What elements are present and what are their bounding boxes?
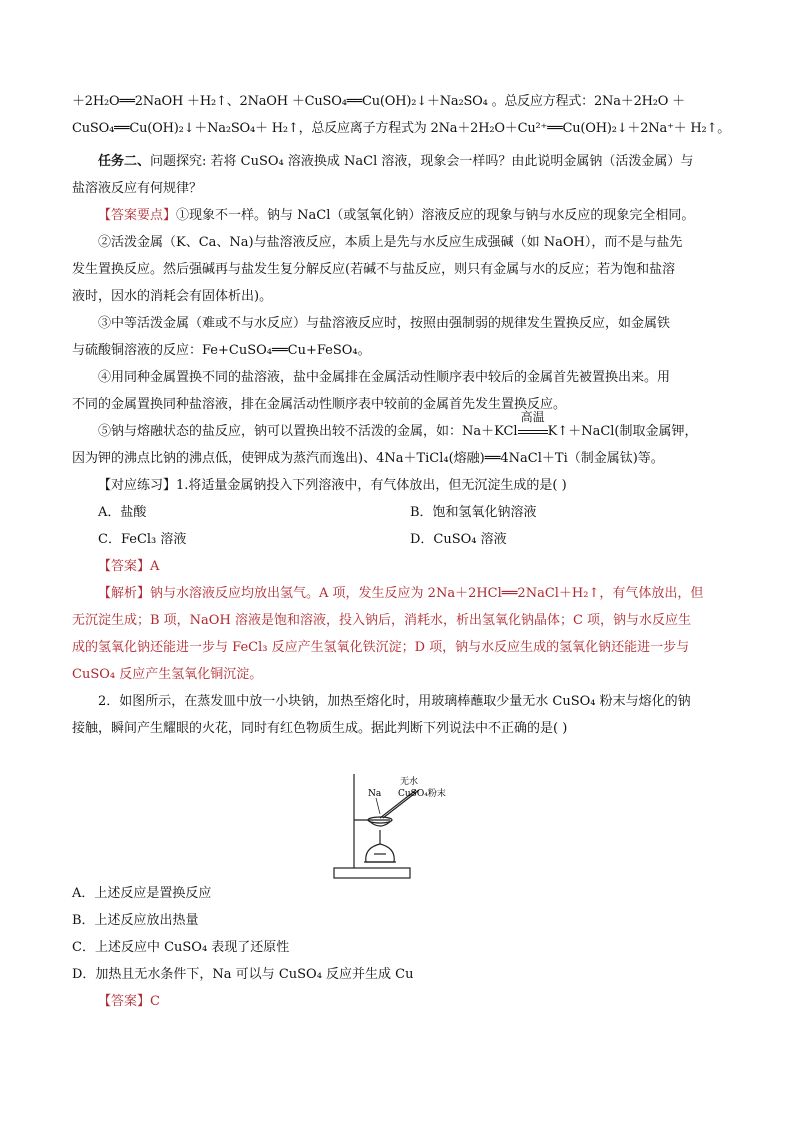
answer-point-5: ⑤钠与熔融状态的盐反应，钠可以置换出较不活泼的金属，如：Na＋KCl 高温 K↑＋NaCl(制取金属钾， [72,418,722,445]
task-question: 问题探究: 若将 CuSO₄ 溶液换成 NaCl 溶液，现象会一样吗？由此说明金属钠（活泼金属）与 [150,154,694,169]
answer-point-2: ②活泼金属（K、Ca、Na)与盐溶液反应，本质上是先与水反应生成强碱（如 NaOH），而不是与盐先 [98,235,683,250]
alcohol-lamp [366,844,394,862]
q1-answer: 【答案】A [98,559,160,574]
q1-option-c: C．FeCl₃ 溶液 [98,532,187,547]
practice-tag: 【对应练习】 [98,478,177,493]
q1-analysis-cont: 成的氢氧化钠还能进一步与 FeCl₃ 反应产生氢氧化铁沉淀；D 项，钠与水反应生成的氢氧化钠还能进一步与 [72,640,690,655]
answer-point-2-cont: 液时，因水的消耗会有固体析出)。 [72,289,273,304]
task-question-cont: 盐溶液反应有何规律？ [72,181,203,196]
answer-point-3: ③中等活泼金属（难或不与水反应）与盐溶液反应时，按照由强制弱的规律发生置换反应，如金属铁 [98,316,671,331]
q1-options-row [72,526,722,553]
q1-options-row [72,499,722,526]
q1-option-d: D．CuSO₄ 溶液 [410,532,507,547]
analysis-tag: 【解析】 [98,586,151,601]
answer-point-1: 【答案要点】①现象不一样。钠与 NaCl（或氢氧化钠）溶液反应的现象与钠与水反应的现象完全相同。 [98,208,695,223]
q1-analysis-cont: CuSO₄ 反应产生氢氧化铜沉淀。 [72,667,263,682]
q1-option-b: B．饱和氢氧化钠溶液 [410,505,537,520]
answer-key-tag: 【答案要点】 [98,208,177,223]
task-heading [72,148,722,175]
answer-point-5-cont: 因为钾的沸点比钠的沸点低，使钾成为蒸汽而逸出)、4Na＋TiCl₄(熔融)══4NaCl＋Ti（制金属钛)等。 [72,451,664,466]
equation-line: CuSO₄══Cu(OH)₂↓＋Na₂SO₄＋ H₂↑，总反应离子方程式为 2Na＋2H₂O＋Cu²⁺══Cu(OH)₂↓＋2Na⁺＋ H₂↑。 [72,121,731,136]
practice-question-2: 2．如图所示，在蒸发皿中放一小块钠，加热至熔化时，用玻璃棒蘸取少量无水 CuSO₄ 粉末与熔化的钠 [98,694,691,709]
practice-question-1: 【对应练习】1.将适量金属钠投入下列溶液中，有气体放出，但无沉淀生成的是( ) [98,478,567,493]
answer-point-4-cont: 不同的金属置换同种盐溶液，排在金属活动性顺序表中较前的金属首先发生置换反应。 [72,397,567,412]
reaction-condition: 高温 [518,418,548,445]
q2-option-c: C．上述反应中 CuSO₄ 表现了还原性 [72,940,290,955]
cuso4-powder-label: CuSO₄粉末 [398,789,446,799]
q2-options [72,880,722,1015]
q1-option-a: A．盐酸 [98,505,147,520]
answer-point-4: ④用同种金属置换不同的盐溶液，盐中金属排在金属活动性顺序表中较后的金属首先被置换出来。用 [98,370,671,385]
anhydrous-label: 无水 [400,777,419,787]
apparatus-figure [328,770,458,882]
answer-point-3-cont: 与硫酸铜溶液的反应：Fe+CuSO₄══Cu+FeSO₄。 [72,343,371,358]
q1-analysis-cont: 无沉淀生成；B 项，NaOH 溶液是饱和溶液，投入钠后，消耗水，析出氢氧化钠晶体；C 项，钠与水反应生 [72,613,692,628]
equation-line: ＋2H₂O══2NaOH ＋H₂↑、2NaOH ＋CuSO₄══Cu(OH)₂↓＋Na₂SO₄ 。总反应方程式：2Na＋2H₂O ＋ [72,94,685,109]
q2-option-b: B．上述反应放出热量 [72,913,199,928]
practice-question-2-cont: 接触，瞬间产生耀眼的火花，同时有红色物质生成。据此判断下列说法中不正确的是( ) [72,721,568,736]
task-label: 任务二、 [98,154,151,169]
q2-option-d: D．加热且无水条件下，Na 可以与 CuSO₄ 反应并生成 Cu [72,967,414,982]
q2-answer: 【答案】C [98,994,160,1009]
q2-option-a: A．上述反应是置换反应 [72,886,212,901]
stand-base [334,868,410,878]
answer-point-2-cont: 发生置换反应。然后强碱再与盐发生复分解反应(若碱不与盐反应，则只有金属与水的反应；若为饱和盐溶 [72,262,676,277]
document-page [72,88,731,742]
q1-analysis: 【解析】钠与水溶液反应均放出氢气。A 项，发生反应为 2Na＋2HCl══2NaCl＋H₂↑，有气体放出，但 [98,586,704,601]
sodium-label: Na [368,789,382,799]
